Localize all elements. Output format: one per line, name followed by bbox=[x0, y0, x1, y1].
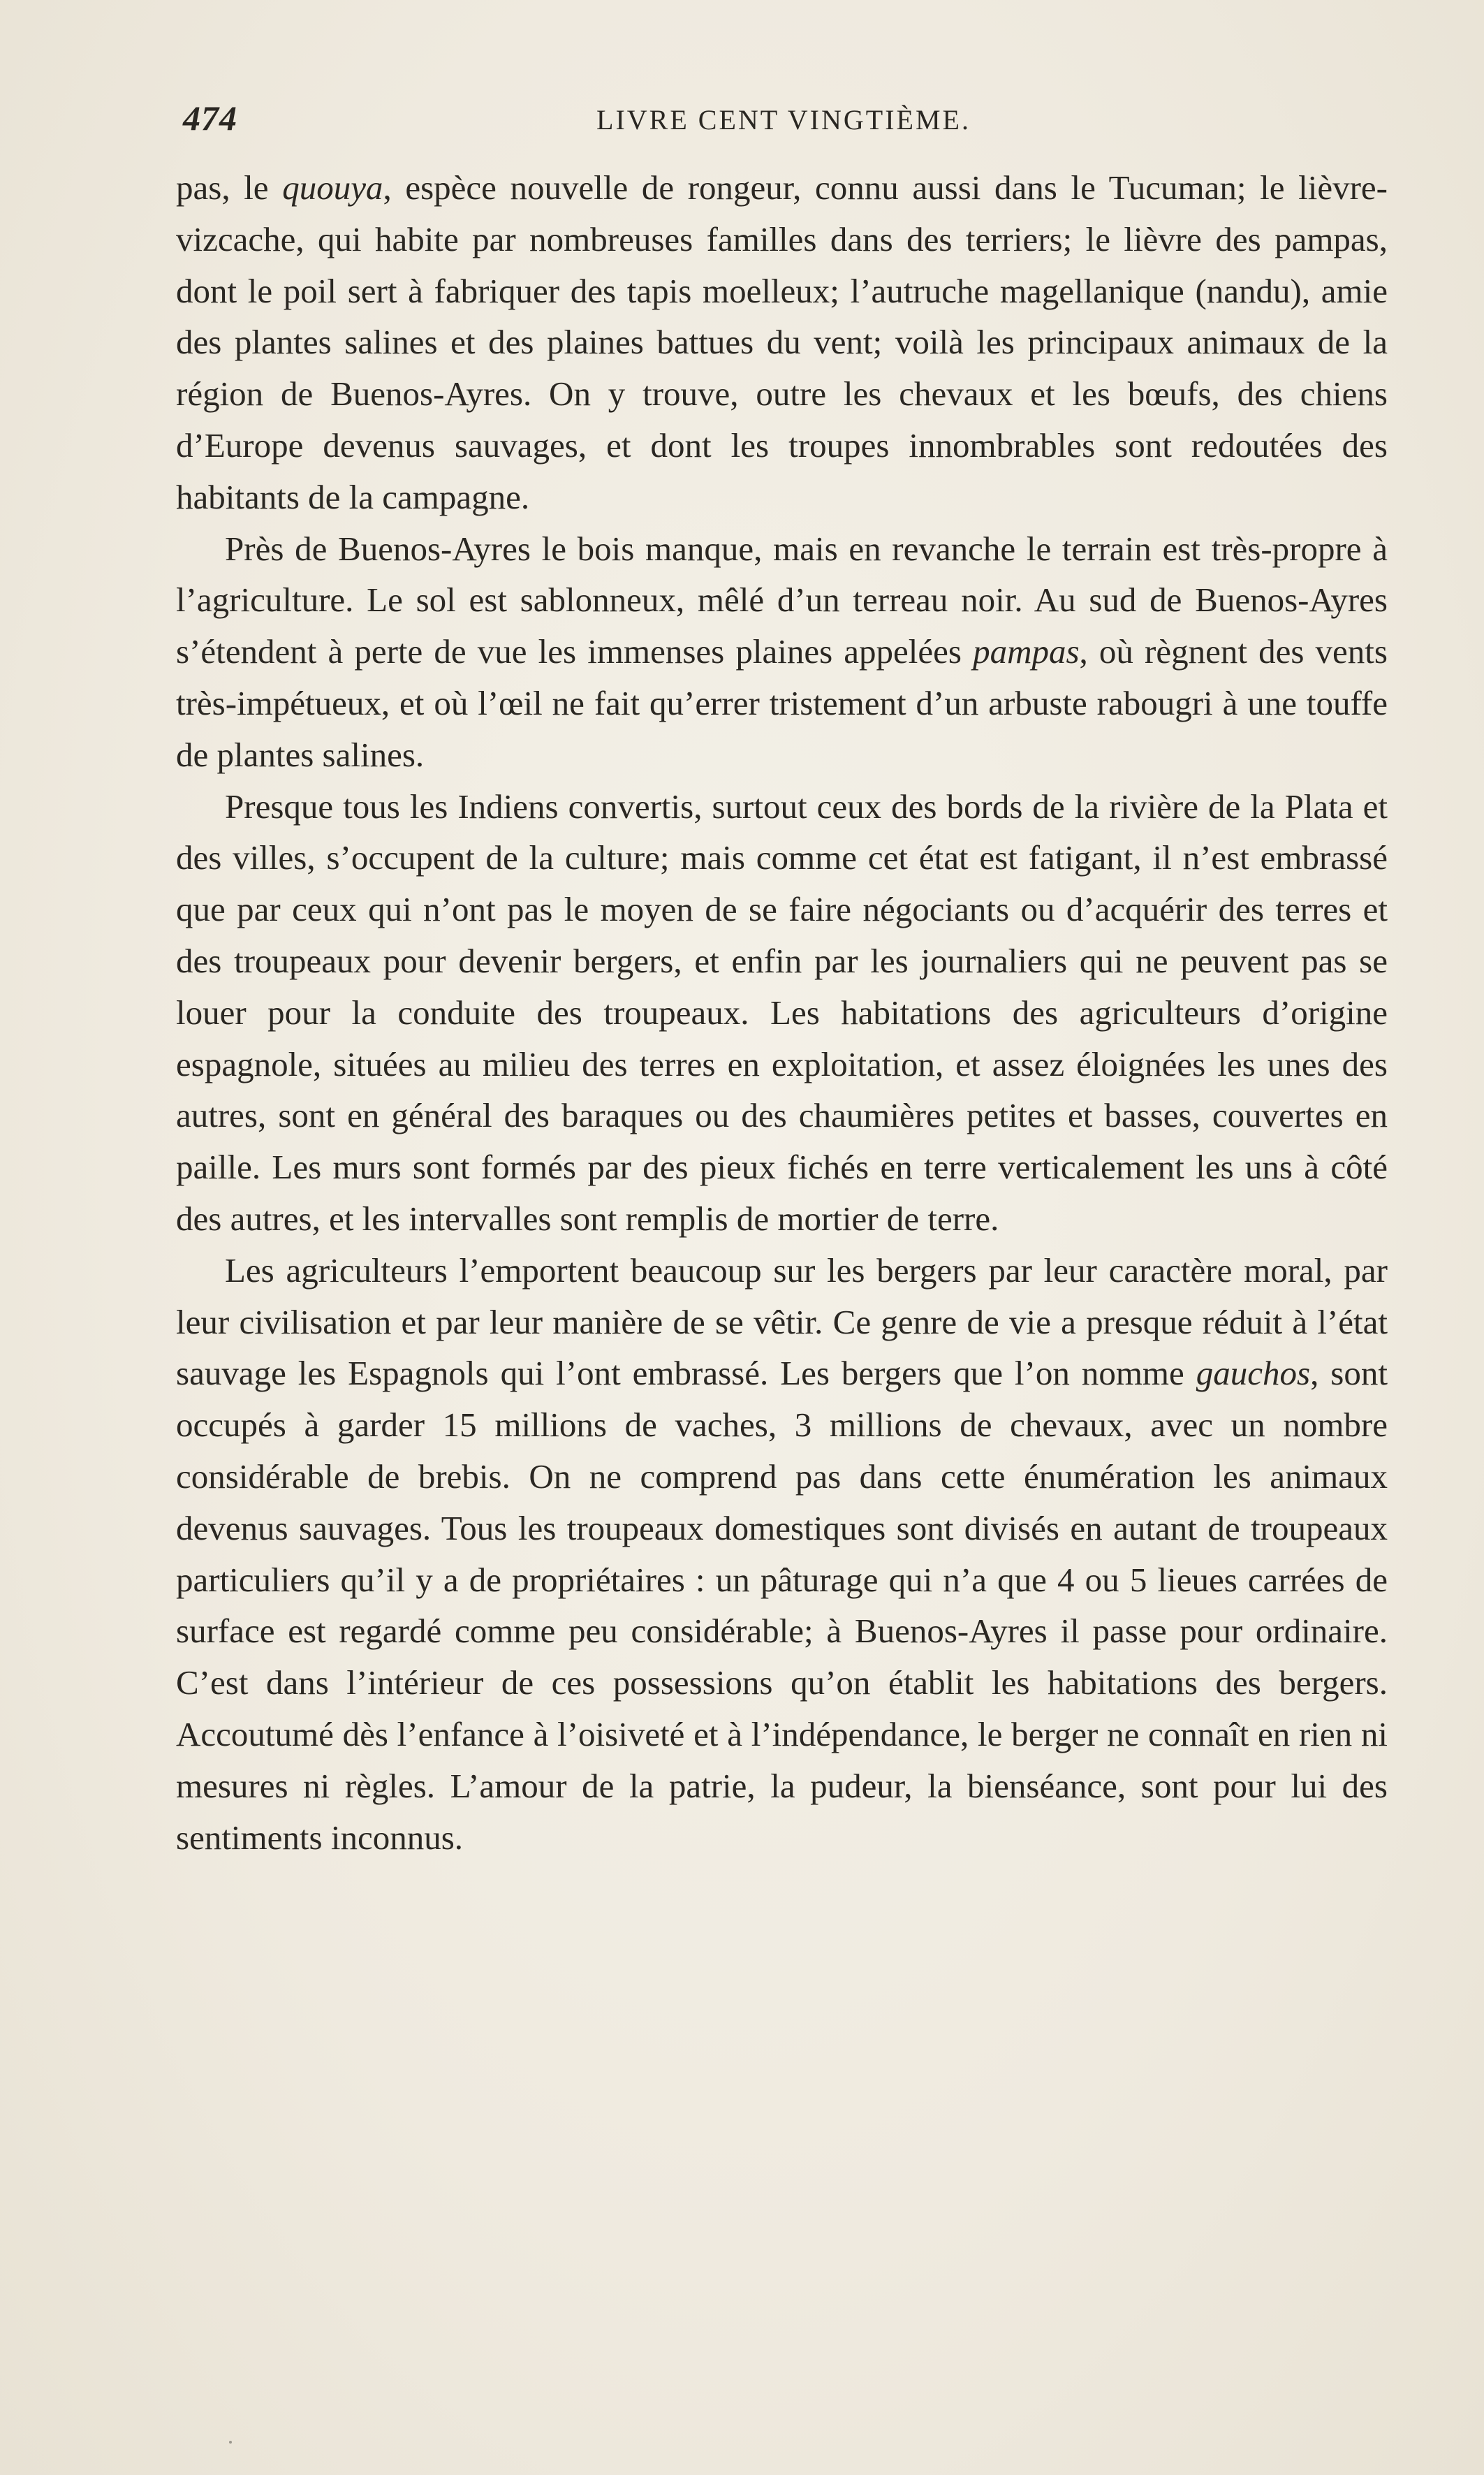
italic-term: gauchos bbox=[1196, 1354, 1311, 1393]
italic-term: quouya bbox=[282, 168, 383, 207]
paragraph: Les agriculteurs l’emportent beaucoup sur les bergers par leur caractère moral, par leur civilisation et par leur manière de se vêtir. Ce genre de vie a presque réduit à l’état sauvage les Espagnols qui l’ont embrassé. Les bergers que l’on nomme gauchos, sont occupés à garder 15 millions de vaches, 3 millions de chevaux, avec un nombre considérable de brebis. On ne comprend pas dans cette énumération les animaux devenus sauvages. Tous les troupeaux domestiques sont divisés en autant de troupeaux particuliers qu’il y a de propriétaires : un pâturage qui n’a que 4 ou 5 lieues carrées de surface est regardé comme peu considérable; à Buenos-Ayres il passe pour ordinaire. C’est dans l’intérieur de ces possessions qu’on établit les habitations des bergers. Accoutumé dès l’enfance à l’oisiveté et à l’indépendance, le berger ne connaît en rien ni mesures ni règles. L’amour de la patrie, la pudeur, la bienséance, sont pour lui des sentiments inconnus. bbox=[176, 1250, 1388, 1857]
running-head bbox=[183, 98, 1384, 140]
italic-term: pampas bbox=[973, 632, 1080, 671]
paragraph: pas, le quouya, espèce nouvelle de rongeur, connu aussi dans le Tucuman; le lièvre-vizcache, qui habite par nombreuses familles dans des terriers; le lièvre des pampas, dont le poil sert à fabriquer des tapis moelleux; l’autruche magellanique (nandu), amie des plantes salines et des plaines battues du vent; voilà les principaux animaux de la région de Buenos-Ayres. On y trouve, outre les chevaux et les bœufs, des chiens d’Europe devenus sauvages, et dont les troupes innombrables sont redoutées des habitants de la campagne. bbox=[176, 168, 1388, 516]
chapter-title: LIVRE CENT VINGTIÈME. bbox=[596, 104, 971, 136]
ink-speck bbox=[229, 2441, 232, 2444]
page-number: 474 bbox=[183, 98, 237, 138]
paragraph: Presque tous les Indiens convertis, surtout ceux des bords de la rivière de la Plata et des villes, s’occupent de la culture; mais comme cet état est fatigant, il n’est embrassé que par ceux qui n’ont pas le moyen de se faire négociants ou d’acquérir des terres et des troupeaux pour devenir bergers, et enfin par les journaliers qui ne peuvent pas se louer pour la conduite des troupeaux. Les habitations des agriculteurs d’origine espagnole, situées au milieu des terres en exploitation, et assez éloignées les unes des autres, sont en général des baraques ou des chaumières petites et basses, couvertes en paille. Les murs sont formés par des pieux fichés en terre verticalement les uns à côté des autres, et les intervalles sont remplis de mortier de terre. bbox=[176, 787, 1388, 1238]
body-text bbox=[176, 162, 1388, 1863]
paragraph: Près de Buenos-Ayres le bois manque, mais en revanche le terrain est très-propre à l’agriculture. Le sol est sablonneux, mêlé d’un terreau noir. Au sud de Buenos-Ayres s’étendent à perte de vue les immenses plaines appelées pampas, où règnent des vents très-impétueux, et où l’œil ne fait qu’errer tristement d’un arbuste rabougri à une touffe de plantes salines. bbox=[176, 529, 1388, 774]
